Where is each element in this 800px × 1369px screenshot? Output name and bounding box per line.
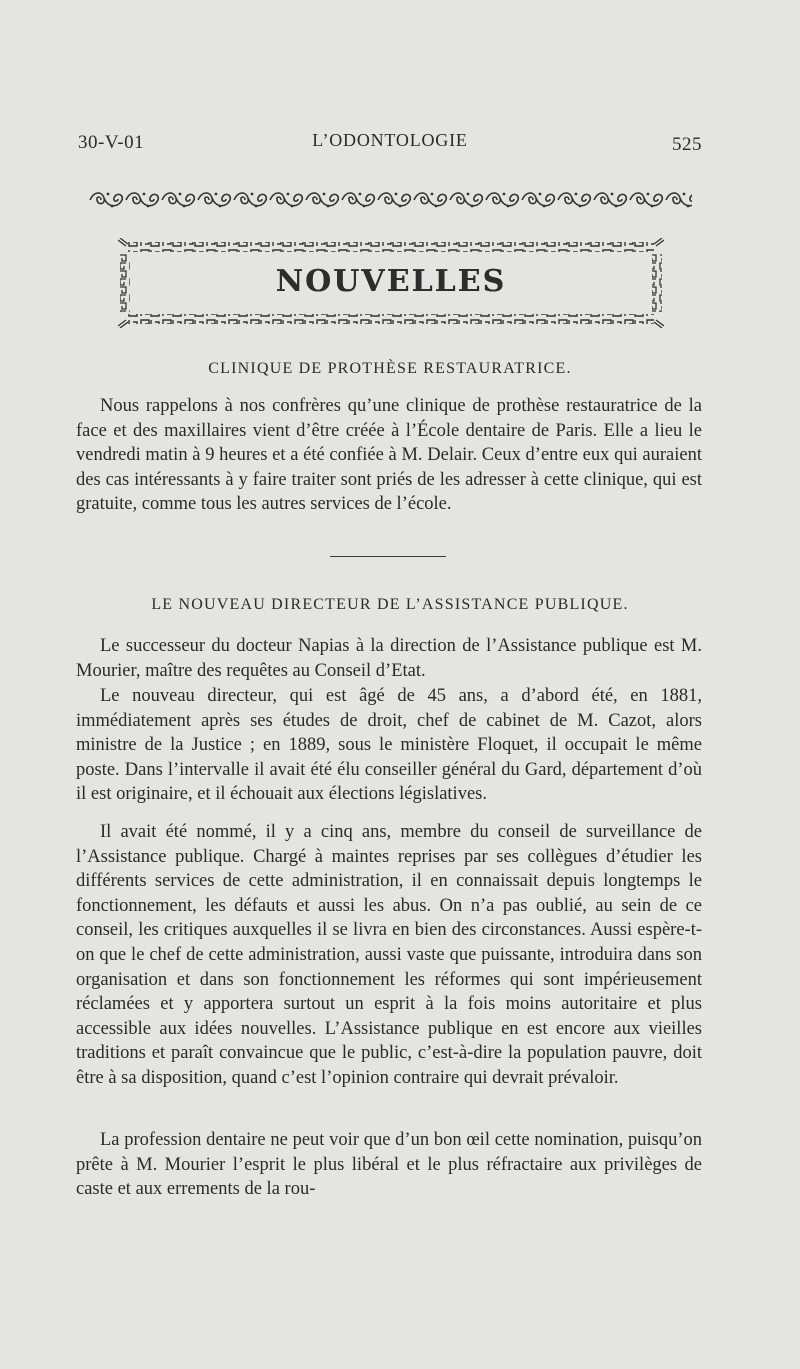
section-title-assistance-publique: LE NOUVEAU DIRECTEUR DE L’ASSISTANCE PUBLIQUE. [151,596,629,613]
page-number: 525 [672,134,702,155]
paragraph: Il avait été nommé, il y a cinq ans, membre du conseil de surveillance de l’Assistance publique. Chargé à maintes reprises par ses collègues d’étudier les différents services de cette administration, il en connaissait depuis longtemps le fonctionnement, les défauts et aussi les abus. On n’a pas oublié, au sein de ce conseil, les critiques auxquelles il se livra en bien des circonstances. Aussi espère-t-on que le chef de cette administration, aussi vaste que puissante, introduira dans son organisation et dans son fonctionnement les réformes qui sont impérieusement réclamées et y apportera surtout un esprit à la fois moins autoritaire et plus accessible aux idées nouvelles. L’Assistance publique en est encore aux vieilles traditions et paraît convaincue que le public, c’est-à-dire la population pauvre, doit être à sa disposition, quand c’est l’opinion contraire qui devrait prévaloir. [76,822,702,1088]
journal-title: L’ODONTOLOGIE [312,130,468,150]
paragraph: Le nouveau directeur, qui est âgé de 45 ans, a d’abord été, en 1881, immédiatement après ses études de droit, chef de cabinet de M. Cazot, alors ministre de la Justice ; en 1889, sous le ministère Floquet, il occupait le même poste. Dans l’intervalle il avait été élu conseiller général du Gard, département d’où il est originaire, et il échouait aux élections législatives. [76,686,702,805]
paragraph: Le successeur du docteur Napias à la direction de l’Assistance publique est M. Mourier, maître des requêtes au Conseil d’Etat. [76,636,702,681]
paragraph: Nous rappelons à nos confrères qu’une clinique de prothèse restauratrice de la face et des maxillaires vient d’être créée à l’École dentaire de Paris. Elle a lieu le vendredi matin à 9 heures et a été confiée à M. Delair. Ceux d’entre eux qui auraient des cas intéressants à y faire traiter sont priés de les adresser à cette clinique, qui est gratuite, comme tous les autres services de l’école. [76,396,702,515]
running-head [78,128,702,158]
paragraph: La profession dentaire ne peut voir que d’un bon œil cette nomination, puisqu’on prête à M. Mourier l’esprit le plus libéral et le plus réfractaire aux privilèges de caste et aux errements de la rou- [76,1130,702,1200]
decorative-ornament-band [88,188,692,212]
section-divider [330,556,446,557]
section-title-clinique: CLINIQUE DE PROTHÈSE RESTAURATRICE. [208,360,572,377]
issue-date: 30-V-01 [78,132,145,153]
nouvelles-header-box [118,238,664,328]
section-heading-nouvelles: NOUVELLES [275,264,507,299]
